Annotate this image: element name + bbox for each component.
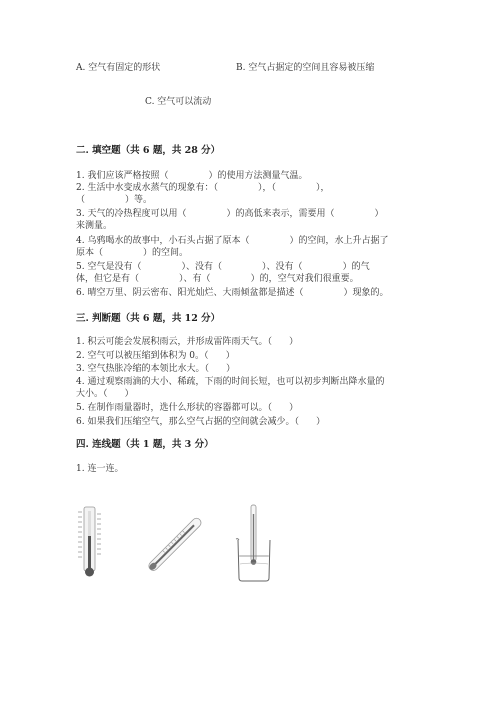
question-line: 6. 晴空万里、阴云密布、阳光灿烂、大雨倾盆都是描述（ ）现象的。	[76, 288, 389, 298]
question-line: 3. 空气热胀冷缩的本领比水大。（ ）	[76, 364, 236, 374]
question-line: 5. 空气是没有（ ）、没有（ ）、没有（ ）的气	[76, 262, 370, 272]
question-line: 4. 乌鸦喝水的故事中，小石头占据了原本（ ）的空间，水上升占据了	[76, 236, 389, 246]
section-title-fill-blank: 二. 填空题（共 6 题，共 28 分）	[76, 145, 221, 156]
question-line: 2. 生活中水变成水蒸气的现象有：（ ），（ ），	[76, 183, 330, 193]
question-line: 5. 在制作雨量器时，选什么形状的容器都可以。（ ）	[76, 403, 299, 413]
option-c: C. 空气可以流动	[145, 97, 212, 107]
section-title-matching: 四. 连线题（共 1 题，共 3 分）	[76, 439, 214, 450]
thermometer-in-beaker-icon	[234, 504, 274, 584]
question-line: 1. 我们应该严格按照（ ）的使用方法测量气温。	[76, 171, 308, 181]
section-title-true-false: 三. 判断题（共 6 题，共 12 分）	[76, 313, 221, 324]
question-line: （ ）等。	[76, 195, 153, 205]
clinical-thermometer-icon	[138, 506, 214, 582]
question-line: 1. 积云可能会发展积雨云，并形成雷阵雨天气。（ ）	[76, 337, 299, 347]
question-line: 原本（ ）的空间。	[76, 248, 189, 258]
option-a: A. 空气有固定的形状	[76, 63, 161, 73]
question-line: 4. 通过观察雨滴的大小、稀疏，下雨的时间长短，也可以初步判断出降水量的	[76, 377, 385, 387]
option-b: B. 空气占据定的空间且容易被压缩	[236, 63, 375, 73]
wall-thermometer-icon	[72, 506, 108, 580]
question-line: 6. 如果我们压缩空气，那么空气占据的空间就会减少。（ ）	[76, 417, 326, 427]
question-line: 大小。（ ）	[76, 389, 134, 399]
question-line: 3. 天气的冷热程度可以用（ ）的高低来表示，需要用（ ）	[76, 209, 384, 219]
question-line: 1. 连一连。	[76, 464, 124, 474]
question-line: 体，但它是有（ ）、有（ ）的，空气对我们很重要。	[76, 274, 359, 284]
question-line: 2. 空气可以被压缩到体积为 0。（ ）	[76, 351, 235, 361]
question-line: 来测量。	[76, 221, 113, 231]
